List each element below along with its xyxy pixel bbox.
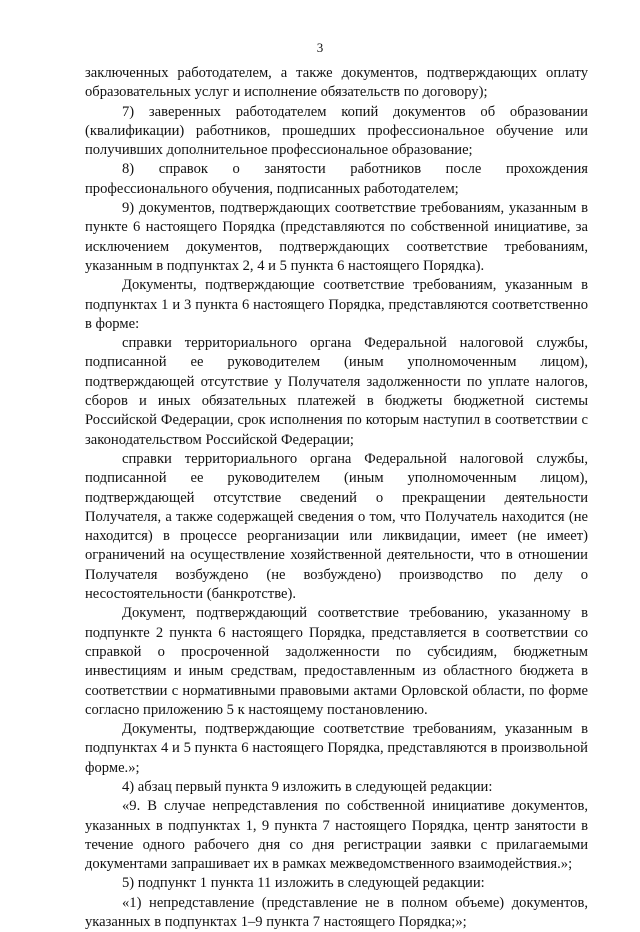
amendment-item-4: 4) абзац первый пункта 9 изложить в следующей редакции: [122,778,493,795]
list-item-8: 8) справок о занятости работников после прохождения профессионального обучения, подписанных работодателем; [85,161,588,197]
list-item-9: 9) документов, подтверждающих соответствие требованиям, указанным в пункте 6 настоящего Порядка (представляются по собственной инициативе, за исключением документов, подтверждающих соответствие требованиям, указанным в подпунктах 2, 4 и 5 пункта 6 настоящего Порядка). [85,200,588,274]
list-item-7: 7) заверенных работодателем копий документов об образовании (квалификации) работников, прошедших профессиональное обучение или получивших дополнительное профессиональное образование; [85,103,588,159]
paragraph-arbitrary-form: Документы, подтверждающие соответствие требованиям, указанным в подпунктах 4 и 5 пункта 6 настоящего Порядка, представляются в произвольной форме.»; [85,721,588,776]
paragraph-documents-forms: Документы, подтверждающие соответствие требованиям, указанным в подпунктах 1 и 3 пункта 6 настоящего Порядка, представляются соответственно в форме: [85,277,588,332]
document-body [85,64,588,932]
amendment-item-5-text: «1) непредставление (представление не в полном объеме) документов, указанных в подпунктах 1–9 пункта 7 настоящего Порядка;»; [85,894,588,931]
paragraph-continuation: заключенных работодателем, а также документов, подтверждающих оплату образовательных услуг и исполнение обязательств по договору); [85,65,588,101]
amendment-item-5: 5) подпункт 1 пункта 11 изложить в следующей редакции: [122,875,485,892]
paragraph-tax-certificate-debt: справки территориального органа Федеральной налоговой службы, подписанной ее руководителем (иным уполномоченным лицом), подтверждающей отсутствие у Получателя задолженности по уплате налогов, сборов и иных обязательных платежей в бюджеты бюджетной системы Российской Федерации, срок исполнения по которым наступил в соответствии с законодательством Российской Федерации; [85,335,588,448]
page-number: 3 [316,40,324,55]
paragraph-tax-certificate-status: справки территориального органа Федеральной налоговой службы, подписанной ее руководителем (иным уполномоченным лицом), подтверждающей отсутствие сведений о прекращении деятельности Получателя, а также содержащей сведения о том, что Получатель находится (не находится) в процессе реорганизации или ликвидации, имеет (не имеет) ограничений на осуществление хозяйственной деятельности, что в отношении Получателя возбуждено (не возбуждено) производство по делу о несостоятельности (банкротстве). [85,450,588,603]
paragraph-overdue-debt-certificate: Документ, подтверждающий соответствие требованию, указанному в подпункте 2 пункта 6 настоящего Порядка, представляется в соответствии со справкой о просроченной задолженности по субсидиям, бюджетным инвестициям и иным средствам, предоставленным из областного бюджета в соответствии с нормативными правовыми актами Орловской области, по форме согласно приложению 5 к настоящему постановлению. [85,605,588,718]
amendment-item-4-text: «9. В случае непредставления по собственной инициативе документов, указанных в подпунктах 1, 9 пункта 7 настоящего Порядка, центр занятости в течение одного рабочего дня со дня регистрации заявки с прилагаемыми документами запрашивает их в рамках межведомственного взаимодействия.»; [85,798,588,873]
